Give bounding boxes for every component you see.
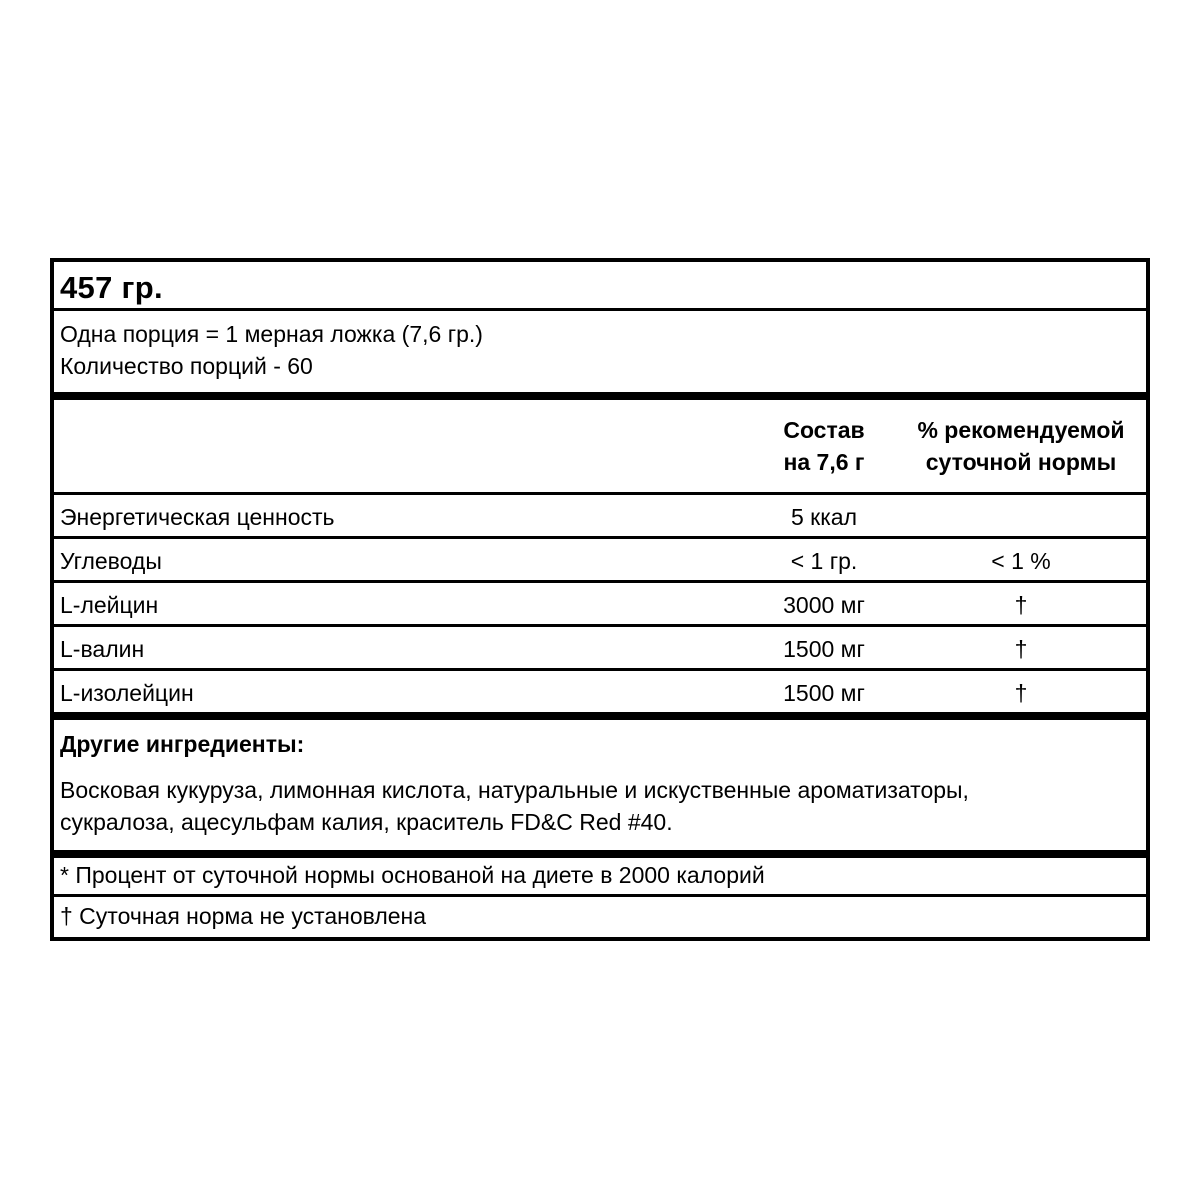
other-ingredients (54, 712, 1146, 850)
nutrient-daily-value: < 1 % (991, 548, 1051, 574)
nutrient-name: Энергетическая ценность (60, 504, 335, 530)
daily-value-note: * Процент от суточной нормы основаной на диете в 2000 калорий (60, 862, 765, 888)
table-row (54, 624, 1146, 668)
nutrient-daily-value: † (1014, 592, 1028, 618)
nutrient-name: L-изолейцин (60, 680, 194, 706)
footnote-not-established (54, 894, 1146, 937)
nutrient-amount: < 1 гр. (790, 548, 858, 574)
ingredients-line-1: Восковая кукуруза, лимонная кислота, натуральные и искуственные ароматизаторы, (60, 777, 969, 803)
footnote-daily-value (54, 850, 1146, 894)
net-weight-row (54, 262, 1146, 308)
daily-value-column-header: % рекомендуемой суточной нормы (917, 417, 1125, 475)
serving-info (54, 308, 1146, 392)
nutrient-amount: 5 ккал (790, 504, 858, 530)
nutrient-daily-value: † (1014, 636, 1028, 662)
nutrient-daily-value: † (1014, 680, 1028, 706)
table-row (54, 536, 1146, 580)
servings-count: Количество порций - 60 (60, 353, 313, 379)
nutrient-amount: 1500 мг (783, 636, 865, 662)
not-established-note: † Суточная норма не установлена (60, 903, 427, 929)
nutrient-amount: 1500 мг (783, 680, 865, 706)
table-row (54, 492, 1146, 536)
amount-column-header: Состав на 7,6 г (783, 417, 865, 475)
supplement-facts-label (50, 258, 1150, 941)
table-row (54, 668, 1146, 712)
other-ingredients-heading: Другие ингредиенты: (60, 731, 305, 757)
nutrient-name: L-лейцин (60, 592, 159, 618)
table-header (54, 392, 1146, 492)
nutrient-name: L-валин (60, 636, 145, 662)
ingredients-line-2: сукралоза, ацесульфам калия, краситель FD&C Red #40. (60, 809, 673, 835)
table-row (54, 580, 1146, 624)
net-weight: 457 гр. (60, 270, 163, 305)
nutrient-amount: 3000 мг (783, 592, 865, 618)
serving-size: Одна порция = 1 мерная ложка (7,6 гр.) (60, 321, 483, 347)
nutrient-name: Углеводы (60, 548, 162, 574)
